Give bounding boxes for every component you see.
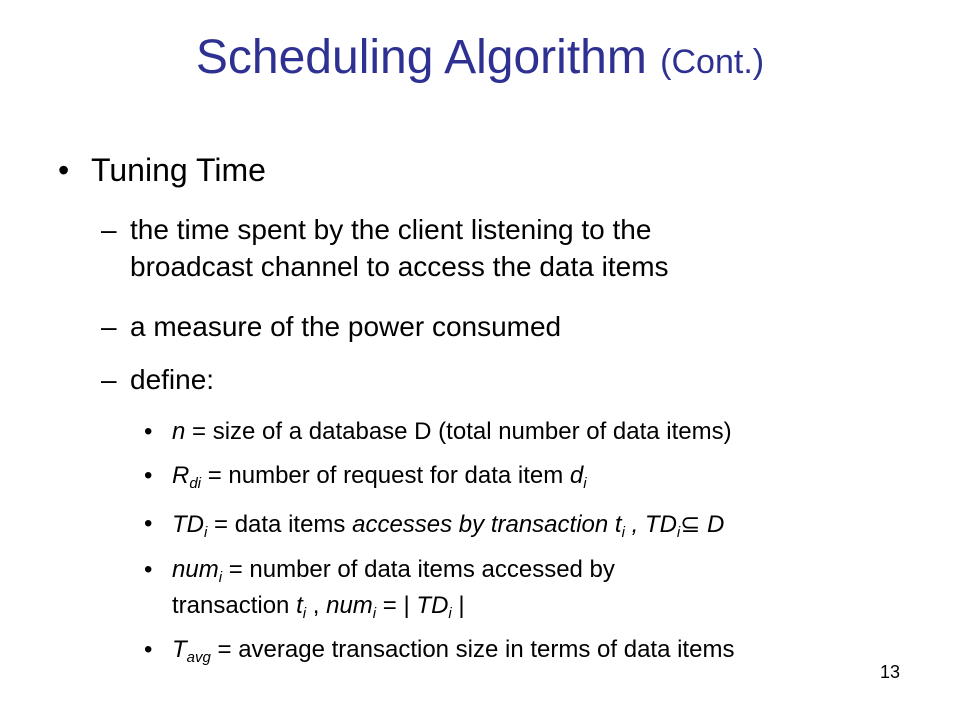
definition-text-line2 [172,592,465,620]
definition-td-text-b: accesses by transaction t [352,511,622,538]
definition-td-text-d: D [700,511,725,538]
definition-text [172,462,587,490]
subitem-line: define: [130,364,215,395]
bullet-icon: • [144,418,153,445]
var-td: TD [416,592,449,619]
definition-num-line2-mid: , [306,592,327,619]
var-num: num [326,592,373,619]
definition-num-line2-end: | [451,592,465,619]
var-td: TD [172,511,204,538]
dash-icon: – [101,364,117,395]
slide-title-suffix: (Cont.) [660,43,765,81]
var-n: n [172,418,186,445]
sub-i: i [583,475,587,492]
definition-text [172,418,732,446]
sub-di: di [189,475,202,492]
bullet-heading: Tuning Time [91,152,266,188]
subitem-line: the time spent by the client listening to the [130,214,652,245]
sub-i: i [204,524,208,541]
definition-text [172,556,615,584]
var-r: R [172,462,190,489]
sub-avg: avg [186,649,211,666]
page-number: 13 [880,662,901,682]
definition-text [172,636,734,664]
sub-i: i [448,605,452,622]
definition-r-text: = number of request for data item [201,462,570,489]
definition-tavg-text: = average transaction size in terms of data items [210,636,735,663]
var-num: num [172,556,219,583]
bullet-icon: • [144,510,153,537]
bullet-icon: • [144,556,153,583]
dash-icon: – [101,214,117,245]
sub-i: i [302,605,307,622]
slide-title [0,28,960,92]
definition-num-text: = number of data items accessed by [222,556,615,583]
sub-i: i [676,524,681,541]
sub-i: i [218,569,223,586]
slide-title-main: Scheduling Algorithm [195,31,647,84]
definition-num-line2-eq: = | [376,592,417,619]
subitem-line: broadcast channel to access the data items [130,251,669,282]
subset-icon: ⊆ [680,510,701,538]
dash-icon: – [101,311,117,342]
definition-num-line2-text: transaction [172,592,297,619]
definition-n-text: = size of a database D (total number of data items) [185,418,732,445]
definition-td-text-c: , TD [624,511,677,538]
definition-text [172,510,724,539]
sub-i: i [621,524,625,541]
bullet-icon: • [144,636,153,663]
var-t: t [296,592,303,619]
bullet-icon: • [58,152,70,188]
var-t: T [172,636,187,663]
sub-i: i [372,605,377,622]
var-d: d [569,462,584,489]
bullet-icon: • [144,462,153,489]
definition-td-text-a: = data items [207,511,353,538]
subitem-line: a measure of the power consumed [130,311,562,342]
